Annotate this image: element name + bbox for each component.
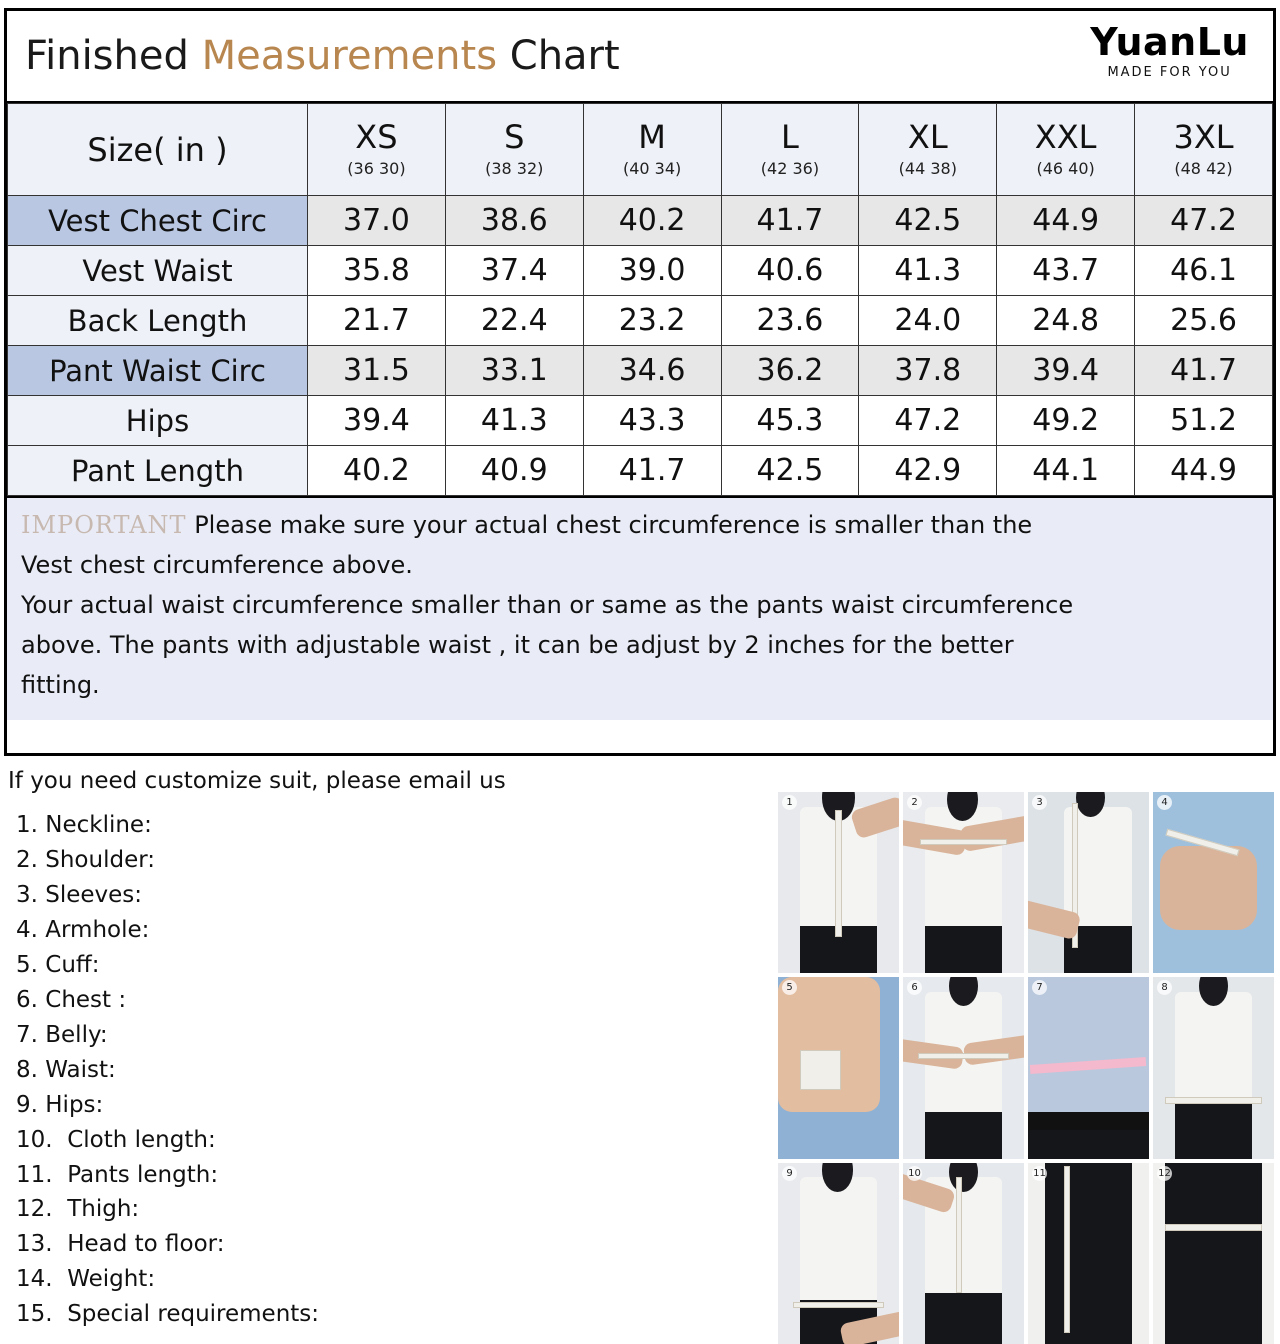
column-size-l: L (781, 118, 799, 156)
note-line-2: Vest chest circumference above. (21, 551, 413, 580)
column-size-s: S (504, 118, 525, 156)
measurement-request-list (16, 808, 716, 1332)
photo-number: 3 (1032, 795, 1047, 810)
cell-hips-3xl: 51.2 (1135, 396, 1273, 446)
photo-number: 4 (1157, 795, 1172, 810)
note-line-3: Your actual waist circumference smaller than or same as the pants waist circumference (21, 591, 1074, 620)
cell-pant-waist-circ-xxl: 39.4 (997, 346, 1135, 396)
cell-pant-waist-circ-3xl: 41.7 (1135, 346, 1273, 396)
note-line-5: fitting. (21, 671, 100, 700)
list-item: 1. Neckline: (16, 812, 152, 838)
photo-waist-measurement (1153, 977, 1274, 1158)
cell-back-length-l: 23.6 (721, 296, 859, 346)
column-header-xxl (997, 104, 1135, 196)
row-label-pant-length: Pant Length (8, 446, 308, 496)
cell-pant-length-xl: 42.9 (859, 446, 997, 496)
cell-vest-waist-3xl: 46.1 (1135, 246, 1273, 296)
cell-pant-waist-circ-xs: 31.5 (308, 346, 446, 396)
cell-pant-length-xs: 40.2 (308, 446, 446, 496)
table-header-row (8, 104, 1273, 196)
note-text-1: Please make sure your actual chest circumference is smaller than the (194, 511, 1033, 539)
photo-number: 5 (782, 980, 797, 995)
cell-pant-waist-circ-m: 34.6 (583, 346, 721, 396)
table-row (8, 196, 1273, 246)
column-sub-l: (42 36) (760, 159, 820, 178)
list-item: 3. Sleeves: (16, 881, 143, 908)
photo-neckline-measurement (778, 792, 899, 973)
cell-vest-chest-circ-3xl: 47.2 (1135, 196, 1273, 246)
table-row (8, 296, 1273, 346)
cell-hips-xxl: 49.2 (997, 396, 1135, 446)
column-sub-m: (40 34) (622, 159, 682, 178)
measurements-chart-panel (4, 8, 1276, 756)
page-title-part2: Measurements (201, 33, 498, 79)
photo-cloth-length-measurement (903, 1163, 1024, 1344)
cell-back-length-xs: 21.7 (308, 296, 446, 346)
column-header-s (445, 104, 583, 196)
cell-vest-waist-xs: 35.8 (308, 246, 446, 296)
list-item: 8. Waist: (16, 1056, 116, 1083)
cell-vest-waist-xl: 41.3 (859, 246, 997, 296)
column-sub-xs: (36 30) (347, 159, 406, 178)
cell-vest-waist-l: 40.6 (721, 246, 859, 296)
list-item: 13. Head to floor: (16, 1231, 225, 1258)
customize-section (0, 762, 1280, 1344)
cell-hips-xl: 47.2 (859, 396, 997, 446)
row-label-pant-waist-circ: Pant Waist Circ (8, 346, 308, 396)
cell-back-length-xxl: 24.8 (997, 296, 1135, 346)
page-title-part3: Chart (497, 33, 620, 79)
photo-number: 9 (782, 1166, 797, 1181)
photo-hips-measurement (778, 1163, 899, 1344)
important-note (7, 496, 1273, 720)
cell-pant-length-l: 42.5 (721, 446, 859, 496)
table-row (8, 246, 1273, 296)
list-item: 12. Thigh: (16, 1196, 140, 1223)
brand-tagline: MADE FOR YOU (1107, 65, 1232, 80)
brand-name: YuanLu (1090, 20, 1249, 64)
note-line-4: above. The pants with adjustable waist , it can be adjust by 2 inches for the better (21, 631, 1014, 660)
column-header-xl (859, 104, 997, 196)
column-sub-xxl: (46 40) (1036, 159, 1095, 178)
size-table-body (8, 196, 1273, 496)
page-title-part1: Finished (25, 33, 202, 79)
cell-pant-length-m: 41.7 (583, 446, 721, 496)
photo-sleeve-measurement (1028, 792, 1149, 973)
list-item: 2. Shoulder: (16, 846, 156, 873)
column-size-m: M (638, 118, 666, 156)
page-title (7, 33, 620, 79)
photo-number: 2 (907, 795, 922, 810)
photo-shoulder-measurement (903, 792, 1024, 973)
cell-hips-xs: 39.4 (308, 396, 446, 446)
size-unit-header (8, 104, 308, 196)
cell-vest-waist-s: 37.4 (445, 246, 583, 296)
list-item: 7. Belly: (16, 1021, 108, 1048)
cell-vest-chest-circ-xxl: 44.9 (997, 196, 1135, 246)
table-row (8, 346, 1273, 396)
cell-vest-waist-m: 39.0 (583, 246, 721, 296)
row-label-vest-chest-circ: Vest Chest Circ (8, 196, 308, 246)
photo-thigh-measurement (1153, 1163, 1274, 1344)
cell-vest-waist-xxl: 43.7 (997, 246, 1135, 296)
column-size-xs: XS (355, 118, 398, 156)
column-size-xxl: XXL (1034, 118, 1097, 156)
list-item: 4. Armhole: (16, 916, 150, 943)
photo-number: 1 (782, 795, 797, 810)
table-row (8, 396, 1273, 446)
column-sub-s: (38 32) (485, 159, 544, 178)
photo-belly-measurement (1028, 977, 1149, 1158)
size-table-header (8, 104, 1273, 196)
brand-logo (1090, 20, 1249, 80)
list-item: 15. Special requirements: (16, 1301, 320, 1328)
column-header-l (721, 104, 859, 196)
list-item: 9. Hips: (16, 1091, 104, 1118)
list-item: 11. Pants length: (16, 1161, 219, 1188)
important-label: IMPORTANT (21, 511, 187, 539)
cell-vest-chest-circ-s: 38.6 (445, 196, 583, 246)
cell-back-length-m: 23.2 (583, 296, 721, 346)
cell-pant-waist-circ-l: 36.2 (721, 346, 859, 396)
photo-chest-measurement (903, 977, 1024, 1158)
list-item: 14. Weight: (16, 1266, 156, 1293)
size-unit-label: Size( in ) (87, 130, 228, 169)
photo-number: 6 (907, 980, 922, 995)
cell-pant-waist-circ-s: 33.1 (445, 346, 583, 396)
column-header-m (583, 104, 721, 196)
list-item: 6. Chest : (16, 986, 127, 1013)
cell-hips-s: 41.3 (445, 396, 583, 446)
column-header-3xl (1135, 104, 1273, 196)
photo-number: 12 (1158, 1167, 1171, 1179)
cell-vest-chest-circ-xs: 37.0 (308, 196, 446, 246)
photo-number: 7 (1032, 980, 1047, 995)
cell-vest-chest-circ-l: 41.7 (721, 196, 859, 246)
photo-number: 10 (908, 1167, 921, 1179)
cell-pant-length-3xl: 44.9 (1135, 446, 1273, 496)
column-header-xs (308, 104, 446, 196)
cell-pant-waist-circ-xl: 37.8 (859, 346, 997, 396)
photo-pants-length-measurement (1028, 1163, 1149, 1344)
photo-cuff-measurement (778, 977, 899, 1158)
column-size-xl: XL (907, 118, 948, 156)
photo-number: 8 (1157, 980, 1172, 995)
customize-email-text: If you need customize suit, please email us (8, 768, 506, 794)
photo-number: 11 (1033, 1167, 1046, 1179)
cell-vest-chest-circ-xl: 42.5 (859, 196, 997, 246)
cell-back-length-3xl: 25.6 (1135, 296, 1273, 346)
table-row (8, 446, 1273, 496)
chart-header (7, 11, 1273, 103)
cell-hips-m: 43.3 (583, 396, 721, 446)
row-label-vest-waist: Vest Waist (8, 246, 308, 296)
list-item: 10. Cloth length: (16, 1126, 216, 1153)
cell-pant-length-s: 40.9 (445, 446, 583, 496)
measurement-photo-grid (778, 792, 1274, 1344)
cell-back-length-s: 22.4 (445, 296, 583, 346)
column-size-3xl: 3XL (1173, 118, 1234, 156)
cell-back-length-xl: 24.0 (859, 296, 997, 346)
column-sub-xl: (44 38) (898, 159, 957, 178)
size-table (7, 103, 1273, 496)
row-label-back-length: Back Length (8, 296, 308, 346)
cell-vest-chest-circ-m: 40.2 (583, 196, 721, 246)
cell-hips-l: 45.3 (721, 396, 859, 446)
cell-pant-length-xxl: 44.1 (997, 446, 1135, 496)
photo-armhole-measurement (1153, 792, 1274, 973)
column-sub-3xl: (48 42) (1174, 159, 1233, 178)
row-label-hips: Hips (8, 396, 308, 446)
list-item: 5. Cuff: (16, 951, 100, 978)
note-line-1 (21, 508, 1259, 542)
